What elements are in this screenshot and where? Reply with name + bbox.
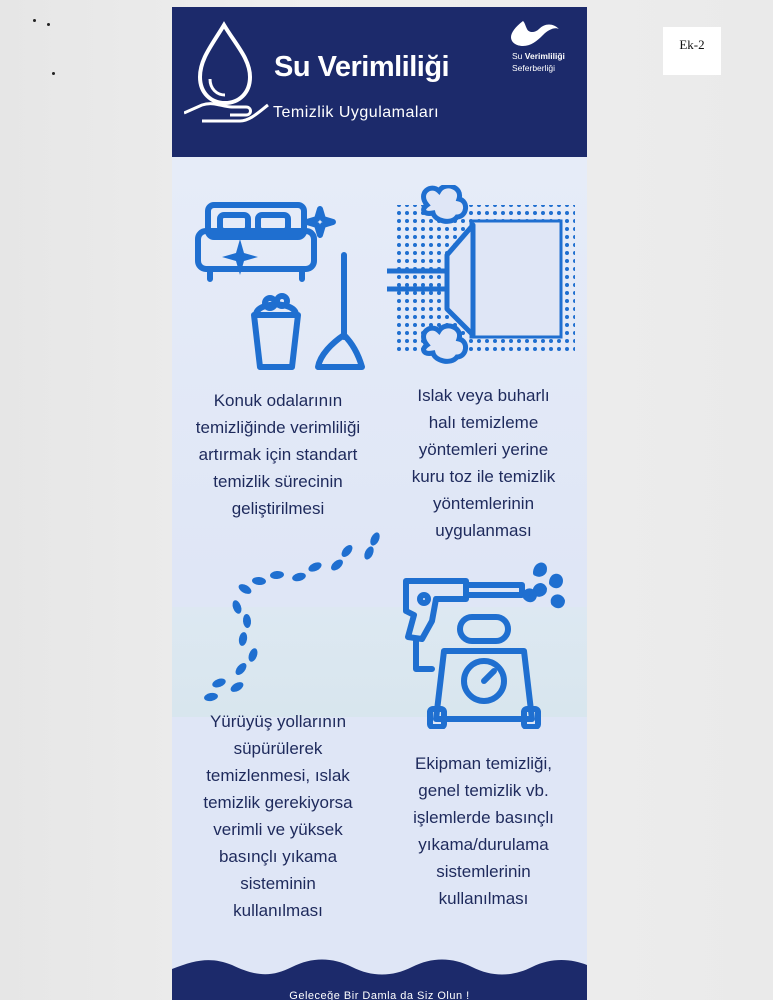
card-text-equipment: Ekipman temizliği, genel temizlik vb. işlemlerde basınçlı yıkama/durulama sistemlerinin kullanılması xyxy=(413,754,554,908)
bed-bucket-mop-icon xyxy=(192,197,367,372)
poster-header xyxy=(172,7,587,157)
scan-speck xyxy=(52,72,55,75)
scan-speck xyxy=(47,23,50,26)
brand-logo-icon xyxy=(509,19,561,47)
brand-name-line1 xyxy=(512,51,565,61)
carpet-steam-cleaner-icon xyxy=(387,185,582,365)
water-drop-hand-icon xyxy=(184,21,269,131)
card-text-carpet-cleaning: Islak veya buharlı halı temizleme yöntemleri yerine kuru toz ile temizlik yöntemlerinin uygulanması xyxy=(411,386,556,540)
pressure-washer-icon xyxy=(386,559,586,729)
card-text-walkways: Yürüyüş yollarının süpürülerek temizlenmesi, ıslak temizlik gerekiyorsa verimli ve yüksek basınçlı yıkama sisteminin kullanılması xyxy=(203,712,353,920)
brand-bold: Verimliliği xyxy=(524,51,565,61)
water-efficiency-poster xyxy=(172,7,587,1000)
footprints-path-icon xyxy=(197,531,387,711)
scan-speck xyxy=(33,19,36,22)
poster-subtitle: Temizlik Uygulamaları xyxy=(273,104,440,121)
footer-slogan: Geleceğe Bir Damla da Siz Olun ! xyxy=(289,990,470,1000)
poster-title: Su Verimliliği xyxy=(274,51,450,83)
card-text-guest-rooms: Konuk odalarının temizliğinde verimliliği artırmak için standart temizlik sürecinin geliştirilmesi xyxy=(195,391,361,518)
brand-prefix: Su xyxy=(512,51,525,61)
annex-label: Ek-2 xyxy=(663,27,721,75)
brand-name-line2: Seferberliği xyxy=(512,63,555,73)
